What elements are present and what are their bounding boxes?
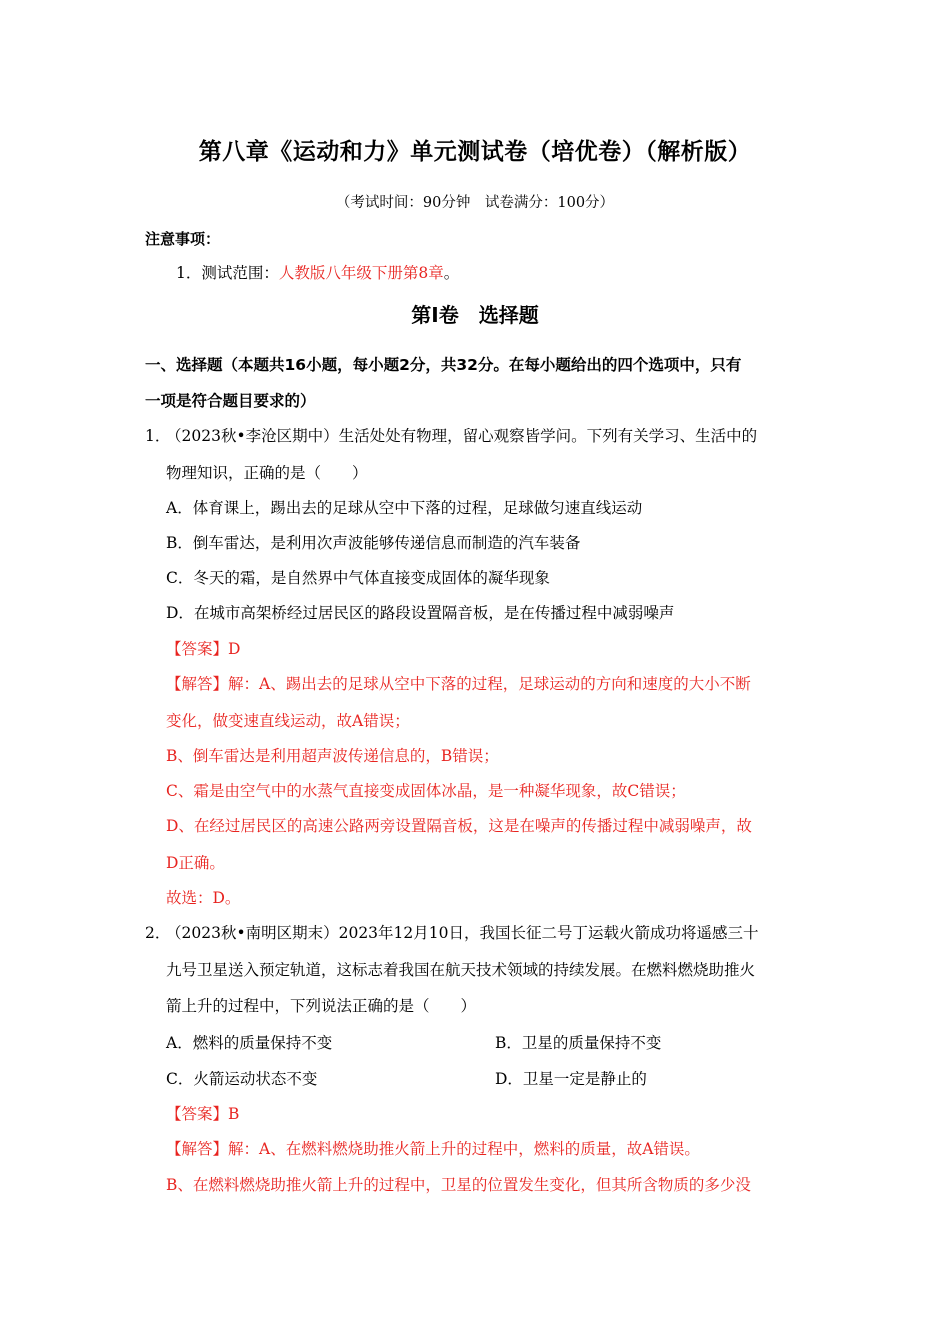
question-2-option-b: B．卫星的质量保持不变: [495, 1034, 662, 1052]
question-2-option-a: A．燃料的质量保持不变: [166, 1034, 333, 1052]
question-1-analysis-line3: B、倒车雷达是利用超声波传递信息的，B错误；: [166, 747, 499, 765]
section-title: 第Ⅰ卷 选择题: [411, 303, 539, 327]
question-2-stem-line3: 箭上升的过程中，下列说法正确的是（ ）: [166, 997, 477, 1015]
question-1-number: 1．: [145, 427, 171, 445]
question-2-analysis-line1: 【解答】解：A、在燃料燃烧助推火箭上升的过程中，燃料的质量，故A错误。: [166, 1140, 700, 1158]
part-heading-line2: 一项是符合题目要求的）: [145, 392, 316, 410]
question-1-answer: 【答案】D: [166, 640, 241, 658]
question-1-option-c: C．冬天的霜，是自然界中气体直接变成固体的凝华现象: [166, 569, 550, 587]
question-1-stem-line1: （2023秋•李沧区期中）生活处处有物理，留心观察皆学问。下列有关学习、生活中的: [166, 427, 758, 445]
exam-info: （考试时间：90分钟 试卷满分：100分）: [335, 195, 615, 211]
page-title: 第八章《运动和力》单元测试卷（培优卷）（解析版）: [198, 139, 752, 165]
question-1-analysis-line1: 【解答】解：A、踢出去的足球从空中下落的过程，足球运动的方向和速度的大小不断: [166, 675, 751, 693]
question-1-analysis-line4: C、霜是由空气中的水蒸气直接变成固体冰晶，是一种凝华现象，故C错误；: [166, 782, 686, 800]
notes-heading: 注意事项：: [145, 230, 221, 248]
notes-item-scope: 人教版八年级下册第8章: [278, 264, 444, 282]
question-1-analysis-line5: D、在经过居民区的高速公路两旁设置隔音板，这是在噪声的传播过程中减弱噪声，故: [166, 817, 752, 835]
question-1-option-d: D．在城市高架桥经过居民区的路段设置隔音板，是在传播过程中减弱噪声: [166, 604, 675, 622]
notes-item: [176, 261, 459, 283]
question-1-option-b: B．倒车雷达，是利用次声波能够传递信息而制造的汽车装备: [166, 534, 581, 552]
question-1-stem-line2: 物理知识，正确的是（ ）: [166, 464, 368, 482]
question-2-analysis-line2: B、在燃料燃烧助推火箭上升的过程中，卫星的位置发生变化，但其所含物质的多少没: [166, 1176, 751, 1194]
question-1-analysis-line2: 变化，做变速直线运动，故A错误；: [166, 712, 410, 730]
question-2-option-c: C．火箭运动状态不变: [166, 1070, 318, 1088]
question-1-analysis-line6: D正确。: [166, 854, 225, 872]
question-1-analysis-line7: 故选：D。: [166, 889, 241, 907]
notes-item-prefix: 1．测试范围：: [176, 264, 279, 282]
question-2-option-d: D．卫星一定是静止的: [495, 1070, 647, 1088]
part-heading-line1: 一、选择题（本题共16小题，每小题2分，共32分。在每小题给出的四个选项中，只有: [145, 356, 742, 374]
question-2-number: 2．: [145, 924, 171, 942]
question-2-stem-line1: （2023秋•南明区期末）2023年12月10日，我国长征二号丁运载火箭成功将遥感三十: [166, 924, 759, 942]
question-2-stem-line2: 九号卫星送入预定轨道，这标志着我国在航天技术领域的持续发展。在燃料燃烧助推火: [166, 961, 756, 979]
question-2-answer: 【答案】B: [166, 1105, 240, 1123]
notes-item-suffix: 。: [443, 264, 460, 282]
question-1-option-a: A．体育课上，踢出去的足球从空中下落的过程，足球做匀速直线运动: [166, 499, 643, 517]
